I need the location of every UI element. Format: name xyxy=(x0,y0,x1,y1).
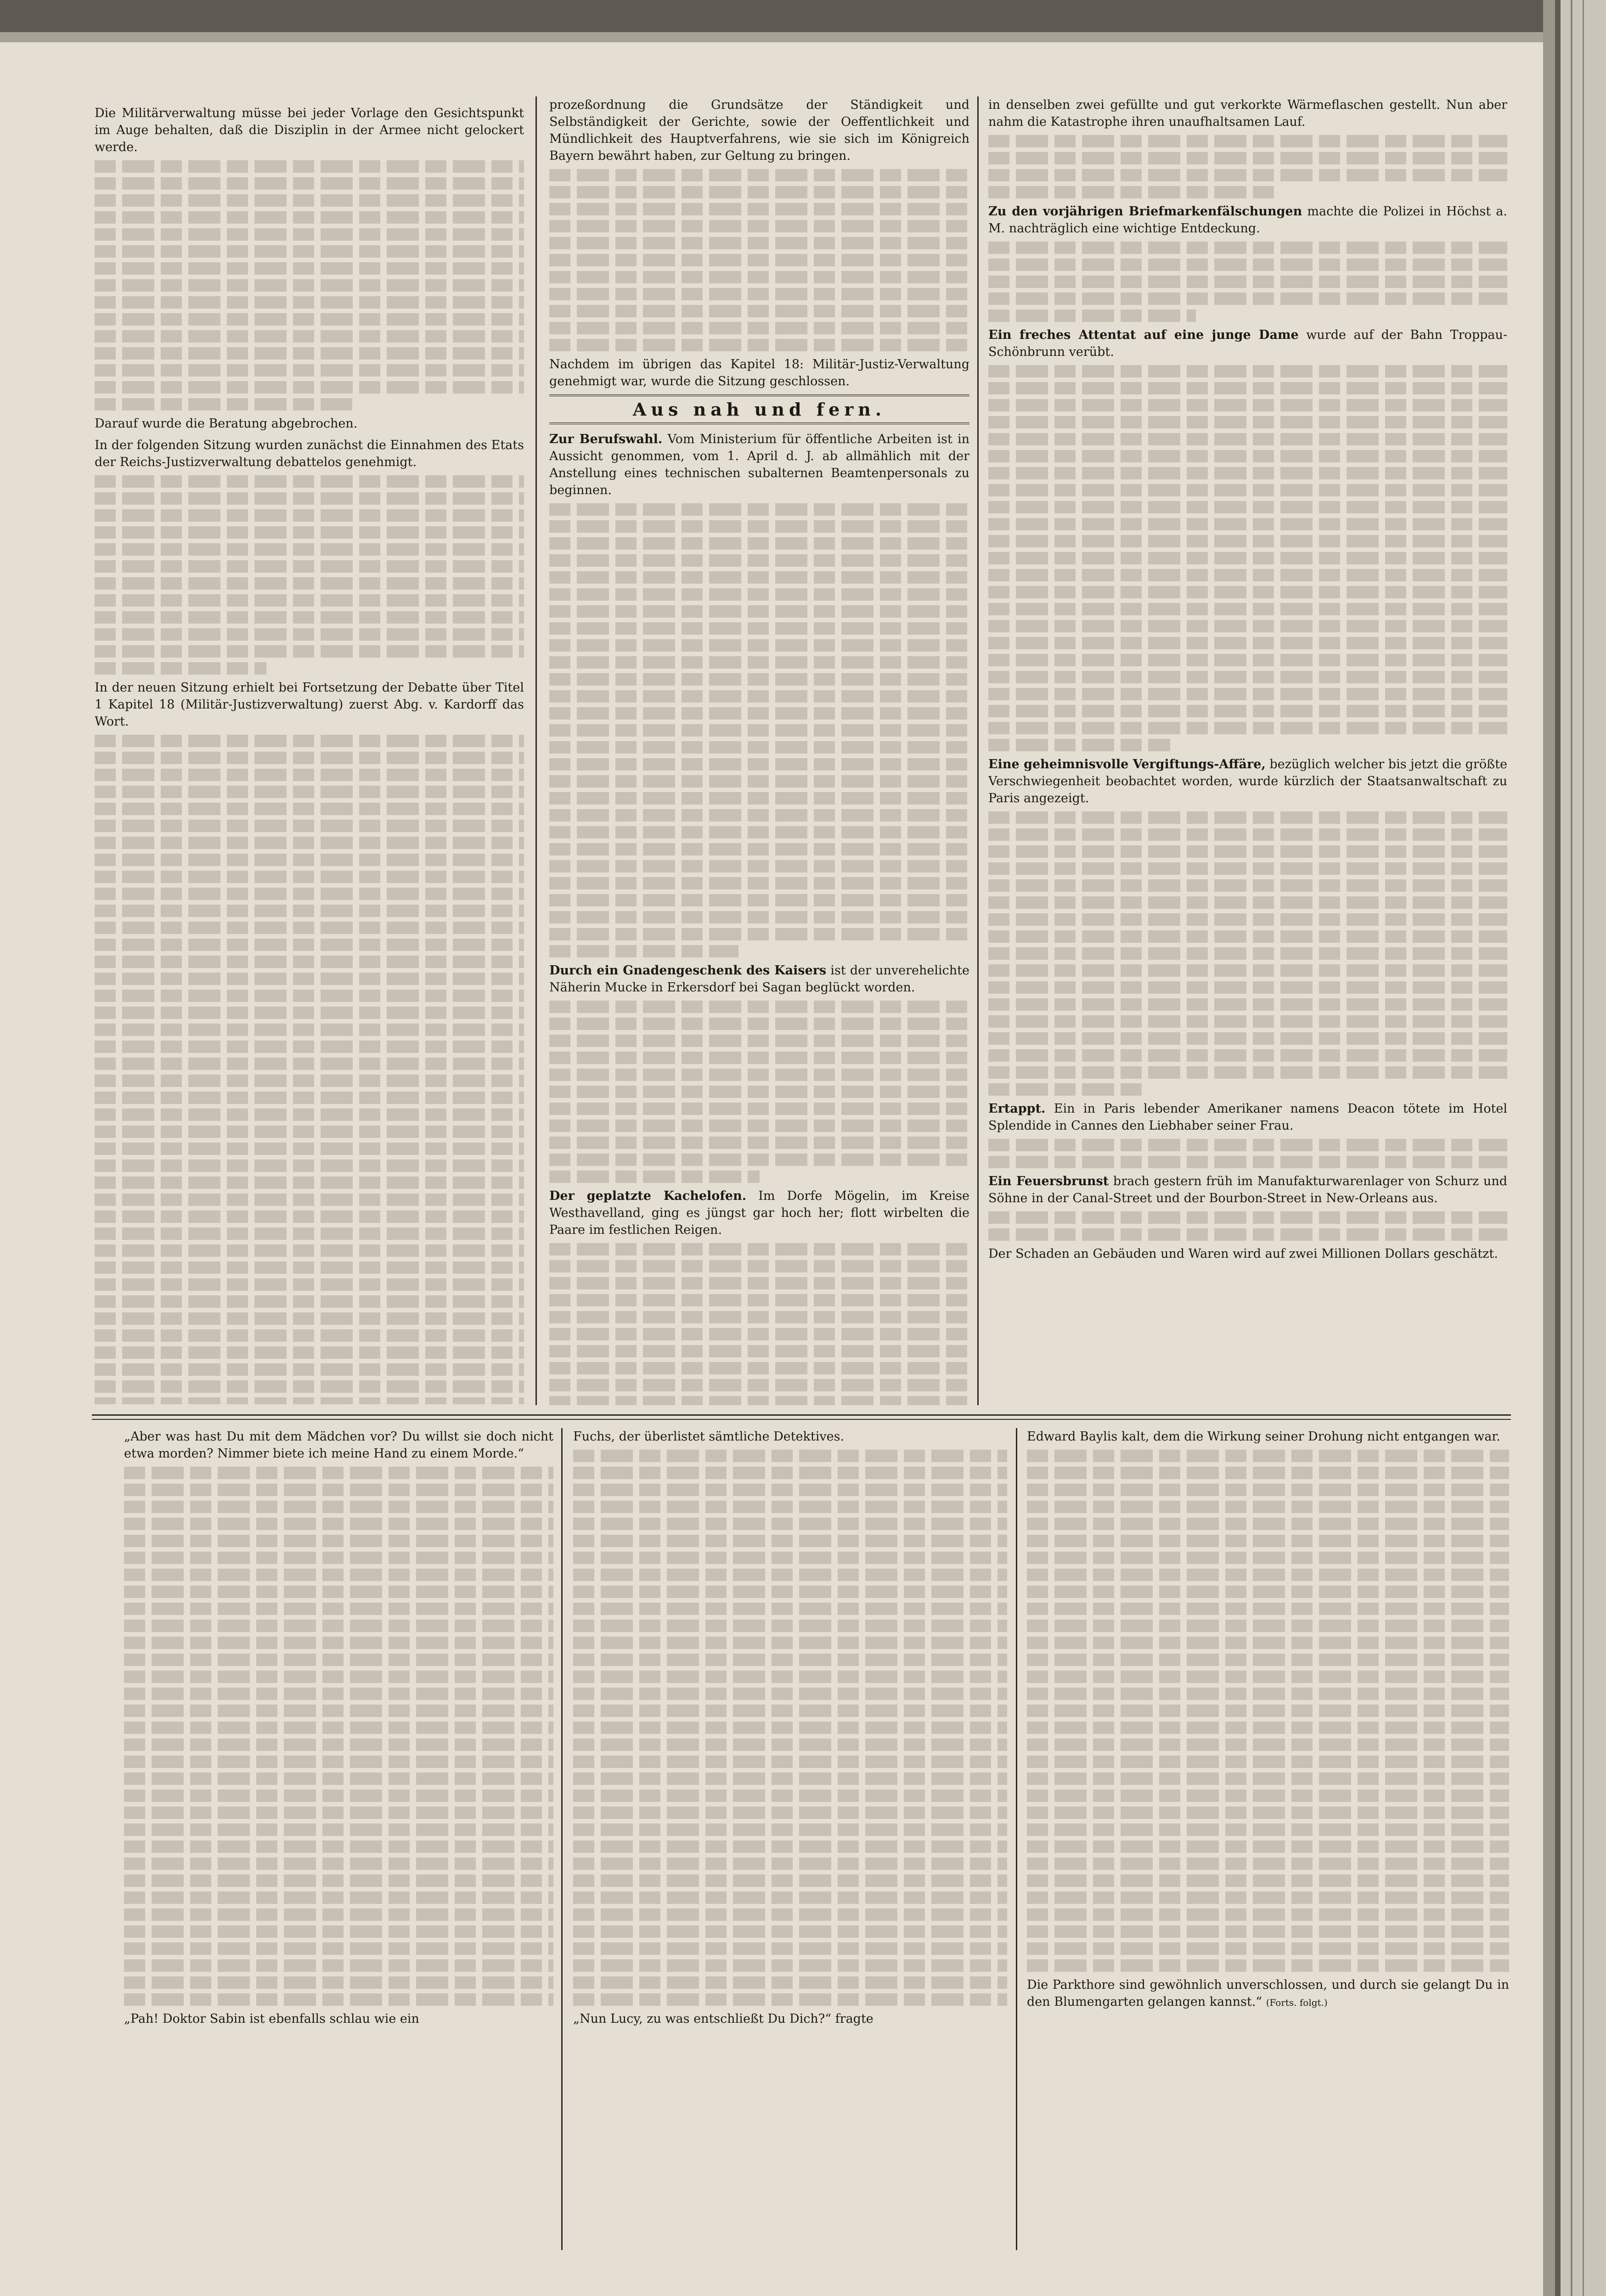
news-text: brach gestern früh im Manufakturwarenlager von Schurz und Söhne in der Canal-Street und der Bourbon-Street in New-Orleans aus. xyxy=(988,1174,1507,1205)
paragraph: Der Schaden an Gebäuden und Waren wird auf zwei Millionen Dollars geschätzt. xyxy=(988,1247,1498,1261)
news-item xyxy=(549,962,969,996)
news-text: Im Dorfe Mögelin, im Kreise Westhavelland, ging es jüngst gar hoch her; flott wirbelten die Paare im festlichen Reigen. xyxy=(549,1189,969,1237)
news-headline: Der geplatzte Kachelofen. xyxy=(549,1189,747,1203)
news-headline: Ein freches Attentat auf eine junge Dame xyxy=(988,328,1299,342)
news-text: wurde auf der Bahn Troppau-Schönbrunn verübt. xyxy=(988,328,1507,359)
news-text: ist der unverehelichte Näherin Mucke in Erkersdorf bei Sagan beglückt worden. xyxy=(549,963,969,995)
paragraph: Darauf wurde die Beratung abgebrochen. xyxy=(95,416,358,431)
news-item xyxy=(988,1173,1507,1207)
page-edge xyxy=(1555,0,1561,2296)
news-text: Ein in Paris lebender Amerikaner namens Deacon tötete im Hotel Splendide in Cannes den Liebhaber seiner Frau. xyxy=(988,1102,1507,1133)
page-top-shadow xyxy=(0,32,1543,42)
section-heading: Aus nah und fern. xyxy=(549,394,969,424)
feuilleton-column-1 xyxy=(124,1428,553,2255)
news-headline: Zur Berufswahl. xyxy=(549,432,663,446)
paragraph: Nachdem im übrigen das Kapitel 18: Militär-Justiz-Verwaltung genehmigt war, wurde die Sitzung geschlossen. xyxy=(549,357,969,388)
paragraph xyxy=(1027,1976,1509,2011)
page-edge-line xyxy=(1583,0,1584,2296)
paragraph-text: Die Parkthore sind gewöhnlich unverschlossen, und durch sie gelangt Du in den Blumengarten gelangen kannst.“ xyxy=(1027,1978,1509,2009)
news-item xyxy=(549,1187,969,1238)
news-text: bezüglich welcher bis jetzt die größte Verschwiegenheit beobachtet worden, wurde kürzlich der Staatsanwaltschaft zu Paris angezeigt. xyxy=(988,757,1507,805)
paragraph: In der neuen Sitzung erhielt bei Fortsetzung der Debatte über Titel 1 Kapitel 18 (Militär-Justizverwaltung) zuerst Abg. v. Kardorff das Wort. xyxy=(95,681,524,729)
news-item xyxy=(988,756,1507,807)
paragraph: prozeßordnung die Grundsätze der Ständigkeit und Selbständigkeit der Gerichte, sowie der Oeffentlichkeit und Mündlichkeit des Hauptverfahrens, wie sie sich im Königreich Bayern bewährt haben, zur Geltung zu bringen. xyxy=(549,98,969,163)
page-top-border xyxy=(0,0,1543,32)
news-headline: Ertappt. xyxy=(988,1102,1046,1116)
news-item xyxy=(549,431,969,499)
paragraph: In der folgenden Sitzung wurden zunächst die Einnahmen des Etats der Reichs-Justizverwaltung debattelos genehmigt. xyxy=(95,438,524,469)
news-headline: Eine geheimnisvolle Vergiftungs-Affäre, xyxy=(988,757,1266,771)
news-text: machte die Polizei in Höchst a. M. nachträglich eine wichtige Entdeckung. xyxy=(988,204,1507,236)
upper-column-2 xyxy=(549,96,969,1405)
paragraph: Fuchs, der überlistet sämtliche Detektives. xyxy=(573,1429,845,1444)
page-edge xyxy=(1543,0,1555,2296)
news-item xyxy=(988,203,1507,237)
column-rule xyxy=(535,96,537,1405)
paragraph: Edward Baylis kalt, dem die Wirkung seiner Drohung nicht entgangen war. xyxy=(1027,1429,1500,1444)
news-item xyxy=(988,1100,1507,1134)
section-divider xyxy=(92,1414,1511,1420)
paragraph: in denselben zwei gefüllte und gut verkorkte Wärmeflaschen gestellt. Nun aber nahm die Katastrophe ihren unaufhaltsamen Lauf. xyxy=(988,98,1507,129)
page-edge-line xyxy=(1571,0,1572,2296)
column-rule xyxy=(977,96,979,1405)
news-text: Vom Ministerium für öffentliche Arbeiten ist in Aussicht genommen, vom 1. April d. J. ab allmählich mit der Anstellung eines technischen subalternen Beamtenpersonals zu beginnen. xyxy=(549,432,969,497)
feuilleton-column-2 xyxy=(573,1428,1007,2255)
paragraph: „Nun Lucy, zu was entschließt Du Dich?“ fragte xyxy=(573,2012,873,2026)
news-headline: Zu den vorjährigen Briefmarkenfälschungen xyxy=(988,204,1302,219)
column-rule xyxy=(561,1428,563,2250)
paragraph: „Pah! Doktor Sabin ist ebenfalls schlau wie ein xyxy=(124,2012,419,2026)
paragraph: „Aber was hast Du mit dem Mädchen vor? Du willst sie doch nicht etwa morden? Nimmer biete ich meine Hand zu einem Morde.“ xyxy=(124,1429,553,1461)
upper-column-1 xyxy=(95,105,524,1404)
news-item xyxy=(988,326,1507,360)
paragraph: Die Militärverwaltung müsse bei jeder Vorlage den Gesichtspunkt im Auge behalten, daß die Disziplin in der Armee nicht gelockert werde. xyxy=(95,106,524,154)
continuation-note: (Forts. folgt.) xyxy=(1266,1997,1328,2008)
news-headline: Ein Feuersbrunst xyxy=(988,1174,1109,1188)
column-rule xyxy=(1016,1428,1017,2250)
feuilleton-column-3 xyxy=(1027,1428,1509,2255)
upper-column-3 xyxy=(988,96,1507,1405)
news-headline: Durch ein Gnadengeschenk des Kaisers xyxy=(549,963,827,978)
